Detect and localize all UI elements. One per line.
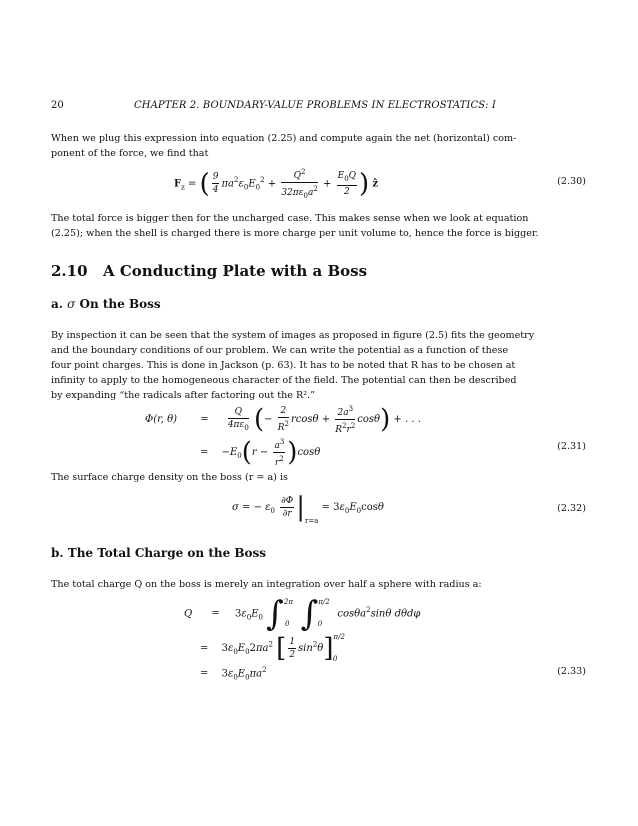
- para-a-line-3: four point charges. This is done in Jackson (p. 63). It has to be noted that R has to be chosen at: [51, 360, 516, 371]
- sigma-paragraph: [51, 470, 586, 485]
- equation-2-33-line3: = $3\varepsilon_0E_0\pi a^2$: [200, 666, 267, 682]
- equation-2-31-line1: Φ(r, θ) = $\frac{Q}{4\pi\varepsilon_0}$ (− $\frac{2}{R^2}$ rcosθ + $\frac{2a^3}{R^2r^2}$ cosθ) + . . .: [145, 404, 421, 435]
- paragraph-a: [51, 328, 586, 403]
- chapter-title: CHAPTER 2. BOUNDARY-VALUE PROBLEMS IN ELECTROSTATICS: I: [134, 100, 496, 111]
- section-title: A Conducting Plate with a Boss: [103, 262, 368, 280]
- subsection-a-heading: [51, 297, 161, 311]
- section-heading: [51, 262, 367, 280]
- eq231-number: (2.31): [557, 441, 586, 452]
- equation-2-31-line2: = $-E_0(r$ − $\frac{a^3}{r^2}$ )cosθ: [200, 437, 321, 468]
- sigma-symbol: σ: [67, 297, 76, 311]
- para-a-line-2: and the boundary conditions of our problem. We can write the potential as a function of these: [51, 345, 509, 356]
- after230-line-1: The total force is bigger then for the uncharged case. This makes sense when we look at equation: [51, 213, 529, 224]
- para-a-line-1: By inspection it can be seen that the system of images as proposed in figure (2.5) fits the geometry: [51, 330, 535, 341]
- para-a-line-4: infinity to apply to the homogeneous character of the field. The potential can then be described: [51, 375, 517, 386]
- eq230-number: (2.30): [557, 176, 586, 187]
- para-b-line: The total charge Q on the boss is merely an integration over half a sphere with radius a:: [51, 579, 482, 590]
- para-a-line-5: by expanding “the radicals after factoring out the R².”: [51, 390, 316, 401]
- subsec-b-title: The Total Charge on the Boss: [67, 546, 267, 560]
- after-eq230-paragraph: [51, 211, 586, 241]
- eq230-lhs: F: [174, 178, 182, 190]
- intro-paragraph: [51, 131, 586, 161]
- eq232-number: (2.32): [557, 503, 586, 514]
- page-number: 20: [51, 100, 64, 111]
- subsec-a-prefix: a.: [51, 297, 63, 311]
- eq233-lhs: Q: [184, 608, 193, 620]
- subsec-a-title: On the Boss: [79, 297, 161, 311]
- intro-line-1: When we plug this expression into equation (2.25) and compute again the net (horizontal) com-: [51, 133, 517, 144]
- section-number: 2.10: [51, 262, 88, 280]
- running-header: [51, 100, 586, 114]
- subsec-b-prefix: b.: [51, 546, 64, 560]
- equation-2-32: σ = − $\varepsilon_0$ $\frac{\partial\Phi}{\partial r}$ $|_{r=a} = 3\varepsilon_0E_0\cos\theta$: [232, 492, 384, 525]
- eq233-number: (2.33): [557, 666, 586, 677]
- equation-2-30: $F_z$ = ( $\frac{9}{4}$ $\pi a^2\varepsilon_0E_0^2$ + $\frac{Q^2}{32\pi\varepsilon_0a^2}$ + $\frac{E_0Q}{2}$ ) ẑ: [174, 168, 379, 200]
- equation-2-33-line1: $Q = 3\varepsilon_0E_0$ ∫$^{2\pi}_0$ ∫$^{\pi/2}_0$ cosθa$^2$sinθ dθdφ: [184, 593, 421, 634]
- subsection-b-heading: [51, 546, 266, 560]
- equation-2-33-line2: = $3\varepsilon_0E_02\pi a^2$ [ $\frac{1}{2}$ $\sin^2\theta]^{\pi/2}_0$: [200, 633, 345, 664]
- after230-line-2: (2.25); when the shell is charged there is more charge per unit volume to, hence the force is bigger.: [51, 228, 539, 239]
- paragraph-b: [51, 577, 586, 592]
- intro-line-2: ponent of the force, we find that: [51, 148, 209, 159]
- sigma-line: The surface charge density on the boss (r = a) is: [51, 472, 288, 483]
- eq231-lhs: Φ(r, θ): [145, 414, 178, 425]
- eq230-lhs-sub: z: [181, 183, 185, 192]
